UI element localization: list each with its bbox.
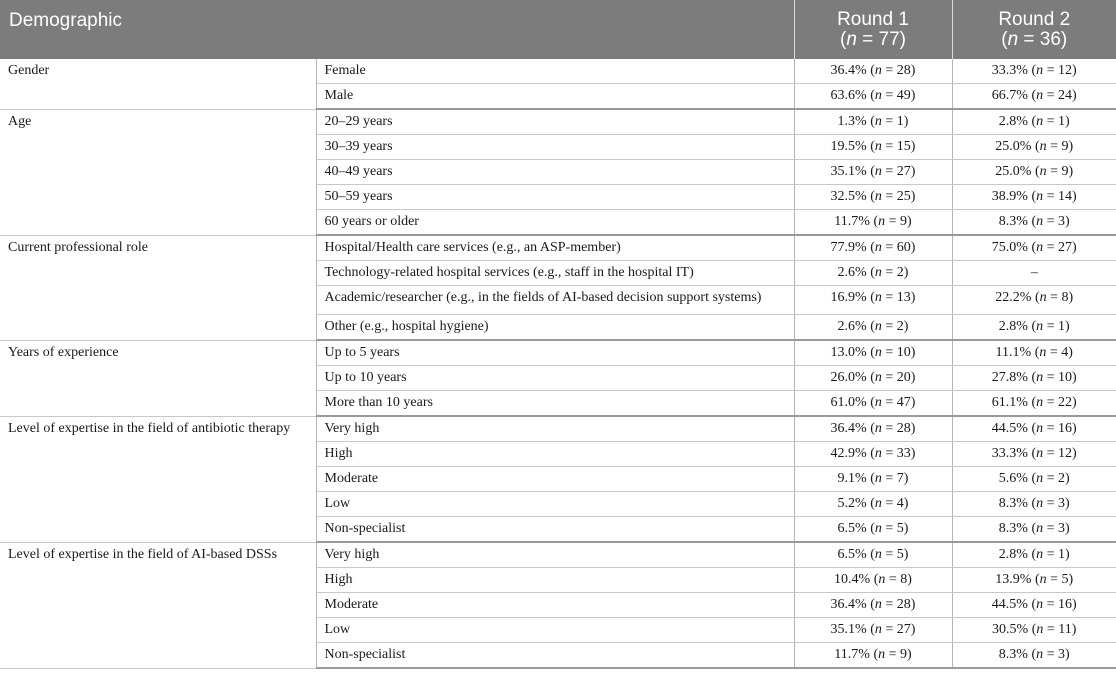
- round-2-value: 8.3% (n = 3): [952, 517, 1116, 543]
- round-2-value: 38.9% (n = 14): [952, 185, 1116, 210]
- item-label-cell: Non-specialist: [316, 643, 794, 669]
- header-round-1-n: (n = 77): [839, 28, 907, 50]
- round-1-value: 11.7% (n = 9): [794, 643, 952, 669]
- header-demographic: Demographic: [0, 0, 794, 59]
- round-2-value: 11.1% (n = 4): [952, 340, 1116, 366]
- round-1-value: 19.5% (n = 15): [794, 135, 952, 160]
- round-1-value: 16.9% (n = 13): [794, 286, 952, 315]
- round-2-value: 8.3% (n = 3): [952, 492, 1116, 517]
- round-1-value: 61.0% (n = 47): [794, 391, 952, 417]
- item-label-cell: High: [316, 442, 794, 467]
- round-2-value: 33.3% (n = 12): [952, 59, 1116, 84]
- header-round-2-label: Round 2: [998, 8, 1071, 30]
- round-1-value: 1.3% (n = 1): [794, 109, 952, 135]
- round-1-value: 13.0% (n = 10): [794, 340, 952, 366]
- round-2-value: 2.8% (n = 1): [952, 315, 1116, 341]
- round-2-value: 25.0% (n = 9): [952, 135, 1116, 160]
- item-label-cell: 40–49 years: [316, 160, 794, 185]
- category-cell: Years of experience: [0, 340, 316, 416]
- item-label-cell: 50–59 years: [316, 185, 794, 210]
- item-label-cell: 20–29 years: [316, 109, 794, 135]
- item-label-cell: High: [316, 568, 794, 593]
- round-2-value: 25.0% (n = 9): [952, 160, 1116, 185]
- item-label-cell: Low: [316, 492, 794, 517]
- round-1-value: 2.6% (n = 2): [794, 261, 952, 286]
- round-2-value: 61.1% (n = 22): [952, 391, 1116, 417]
- round-1-value: 36.4% (n = 28): [794, 416, 952, 442]
- round-1-value: 26.0% (n = 20): [794, 366, 952, 391]
- round-2-value: 30.5% (n = 11): [952, 618, 1116, 643]
- round-1-value: 35.1% (n = 27): [794, 618, 952, 643]
- category-cell: Level of expertise in the field of antibiotic therapy: [0, 416, 316, 542]
- item-label-cell: Female: [316, 59, 794, 84]
- item-label-cell: Academic/researcher (e.g., in the fields of AI-based decision support systems): [316, 286, 794, 315]
- item-label-cell: Non-specialist: [316, 517, 794, 543]
- item-label-cell: Very high: [316, 416, 794, 442]
- round-1-value: 6.5% (n = 5): [794, 542, 952, 568]
- round-1-value: 5.2% (n = 4): [794, 492, 952, 517]
- table-body: [0, 59, 1116, 668]
- round-2-value: 44.5% (n = 16): [952, 593, 1116, 618]
- header-round-2-n: (n = 36): [1001, 28, 1068, 50]
- round-2-value: 2.8% (n = 1): [952, 542, 1116, 568]
- item-label-cell: Other (e.g., hospital hygiene): [316, 315, 794, 341]
- round-2-value: 13.9% (n = 5): [952, 568, 1116, 593]
- table-row: [0, 416, 1116, 442]
- round-1-value: 36.4% (n = 28): [794, 59, 952, 84]
- header-row: [0, 0, 1116, 59]
- category-cell: Gender: [0, 59, 316, 109]
- category-cell: Age: [0, 109, 316, 235]
- header-round-2: [952, 0, 1116, 59]
- category-cell: Level of expertise in the field of AI-based DSSs: [0, 542, 316, 668]
- item-label-cell: Moderate: [316, 467, 794, 492]
- round-1-value: 42.9% (n = 33): [794, 442, 952, 467]
- item-label-cell: Up to 5 years: [316, 340, 794, 366]
- round-2-value: 22.2% (n = 8): [952, 286, 1116, 315]
- table-row: [0, 340, 1116, 366]
- category-cell: Current professional role: [0, 235, 316, 340]
- item-label-cell: Up to 10 years: [316, 366, 794, 391]
- round-2-value: 2.8% (n = 1): [952, 109, 1116, 135]
- round-2-value: 75.0% (n = 27): [952, 235, 1116, 261]
- round-1-value: 32.5% (n = 25): [794, 185, 952, 210]
- round-1-value: 36.4% (n = 28): [794, 593, 952, 618]
- round-1-value: 77.9% (n = 60): [794, 235, 952, 261]
- table-row: [0, 542, 1116, 568]
- round-2-value: 8.3% (n = 3): [952, 643, 1116, 669]
- item-label-cell: Low: [316, 618, 794, 643]
- table-row: [0, 235, 1116, 261]
- round-2-value: 5.6% (n = 2): [952, 467, 1116, 492]
- round-2-value: 8.3% (n = 3): [952, 210, 1116, 236]
- item-label-cell: Male: [316, 84, 794, 110]
- item-label-cell: 60 years or older: [316, 210, 794, 236]
- round-2-value: 66.7% (n = 24): [952, 84, 1116, 110]
- item-label-cell: Moderate: [316, 593, 794, 618]
- round-2-value: 33.3% (n = 12): [952, 442, 1116, 467]
- item-label-cell: Very high: [316, 542, 794, 568]
- table-row: [0, 109, 1116, 135]
- header-round-1: [794, 0, 952, 59]
- round-1-value: 9.1% (n = 7): [794, 467, 952, 492]
- item-label-cell: More than 10 years: [316, 391, 794, 417]
- header-round-1-label: Round 1: [837, 8, 909, 30]
- round-1-value: 6.5% (n = 5): [794, 517, 952, 543]
- table-header: [0, 0, 1116, 59]
- item-label-cell: Hospital/Health care services (e.g., an ASP-member): [316, 235, 794, 261]
- round-2-value: –: [952, 261, 1116, 286]
- item-label-cell: Technology-related hospital services (e.g., staff in the hospital IT): [316, 261, 794, 286]
- round-1-value: 11.7% (n = 9): [794, 210, 952, 236]
- table-row: [0, 59, 1116, 84]
- round-1-value: 63.6% (n = 49): [794, 84, 952, 110]
- round-1-value: 35.1% (n = 27): [794, 160, 952, 185]
- item-label-cell: 30–39 years: [316, 135, 794, 160]
- round-1-value: 2.6% (n = 2): [794, 315, 952, 341]
- round-2-value: 44.5% (n = 16): [952, 416, 1116, 442]
- round-1-value: 10.4% (n = 8): [794, 568, 952, 593]
- round-2-value: 27.8% (n = 10): [952, 366, 1116, 391]
